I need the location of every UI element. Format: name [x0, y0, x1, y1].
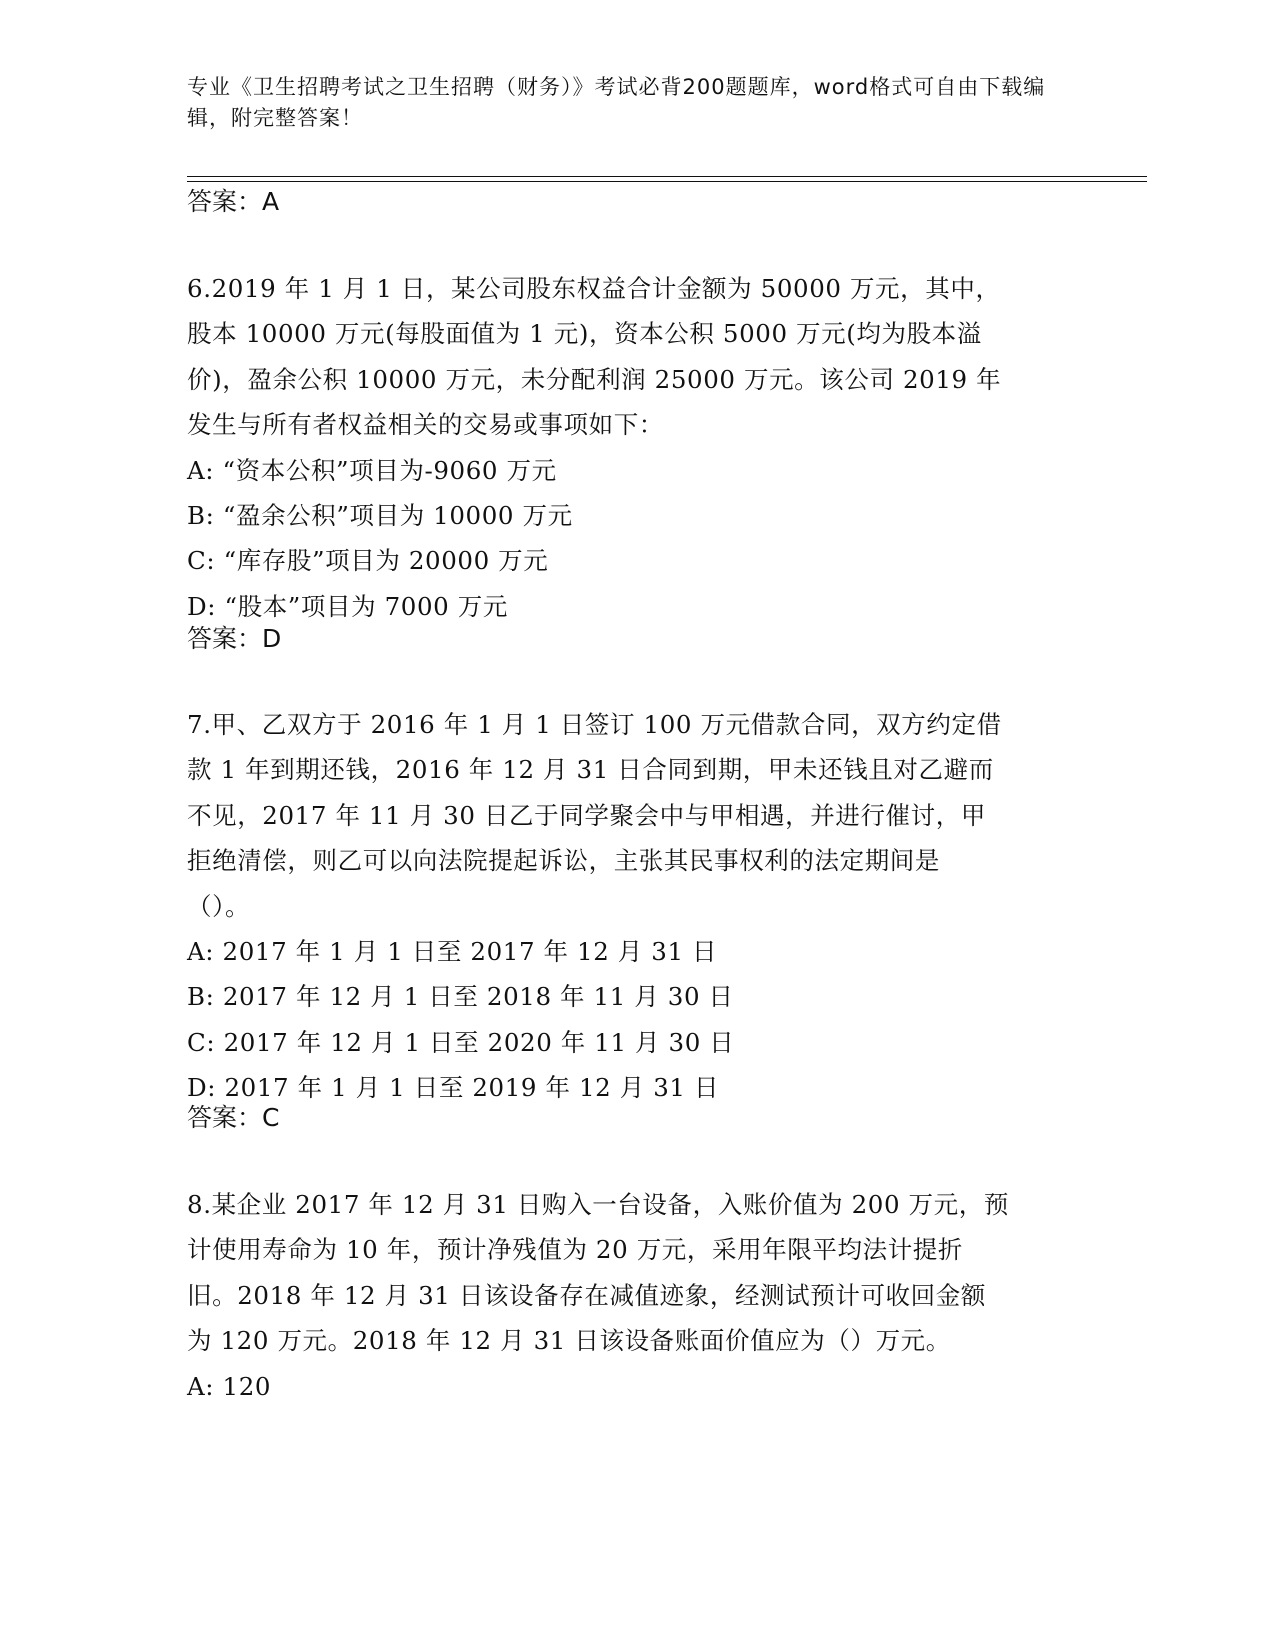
- question-7-line: 款 1 年到期还钱，2016 年 12 月 31 日合同到期，甲未还钱且对乙避而: [187, 755, 994, 785]
- question-7-line: （）。: [187, 891, 251, 921]
- question-7-option-a: A: 2017 年 1 月 1 日至 2017 年 12 月 31 日: [187, 937, 718, 967]
- question-8-line: 8.某企业 2017 年 12 月 31 日购入一台设备，入账价值为 200 万元，预: [187, 1190, 1009, 1219]
- question-6-option-b: B: “盈余公积”项目为 10000 万元: [187, 501, 573, 531]
- question-6-line: 价)，盈余公积 10000 万元，未分配利润 25000 万元。该公司 2019 年: [187, 364, 1002, 394]
- question-7-line: 拒绝清偿，则乙可以向法院提起诉讼，主张其民事权利的法定期间是: [187, 846, 940, 876]
- question-8-line: 计使用寿命为 10 年，预计净残值为 20 万元，采用年限平均法计提折: [187, 1235, 963, 1265]
- answer-q5: 答案：A: [187, 187, 280, 216]
- question-7-line: 7.甲、乙双方于 2016 年 1 月 1 日签订 100 万元借款合同，双方约定借: [187, 710, 1002, 739]
- question-6-option-d: D: “股本”项目为 7000 万元: [187, 591, 508, 621]
- question-6-option-a: A: “资本公积”项目为-9060 万元: [187, 455, 557, 485]
- question-6-line: 发生与所有者权益相关的交易或事项如下：: [187, 410, 664, 440]
- question-8-line: 为 120 万元。2018 年 12 月 31 日该设备账面价值应为（）万元。: [187, 1326, 951, 1356]
- question-7-option-c: C: 2017 年 12 月 1 日至 2020 年 11 月 30 日: [187, 1027, 735, 1057]
- question-6-line: 6.2019 年 1 月 1 日，某公司股东权益合计金额为 50000 万元，其中，: [187, 274, 1001, 303]
- question-7-option-d: D: 2017 年 1 月 1 日至 2019 年 12 月 31 日: [187, 1073, 720, 1103]
- document-header: 专业《卫生招聘考试之卫生招聘（财务）》考试必背200题题库，word格式可自由下载编辑，附完整答案！: [187, 75, 1046, 130]
- question-8-line: 旧。2018 年 12 月 31 日该设备存在减值迹象，经测试预计可收回金额: [187, 1280, 986, 1310]
- question-6-option-c: C: “库存股”项目为 20000 万元: [187, 546, 549, 576]
- answer-q6: 答案：D: [187, 624, 282, 653]
- question-7-line: 不见，2017 年 11 月 30 日乙于同学聚会中与甲相遇，并进行催讨，甲: [187, 800, 986, 830]
- question-7-option-b: B: 2017 年 12 月 1 日至 2018 年 11 月 30 日: [187, 982, 734, 1012]
- question-6-line: 股本 10000 万元(每股面值为 1 元)，资本公积 5000 万元(均为股本溢: [187, 319, 982, 349]
- question-8: [187, 1182, 1087, 1409]
- header-divider-bottom: [187, 181, 1147, 182]
- question-6: [187, 266, 1087, 629]
- header-divider-top: [187, 176, 1147, 177]
- question-8-option-a: A: 120: [187, 1371, 272, 1401]
- question-7: [187, 702, 1087, 1111]
- answer-q7: 答案：C: [187, 1103, 280, 1132]
